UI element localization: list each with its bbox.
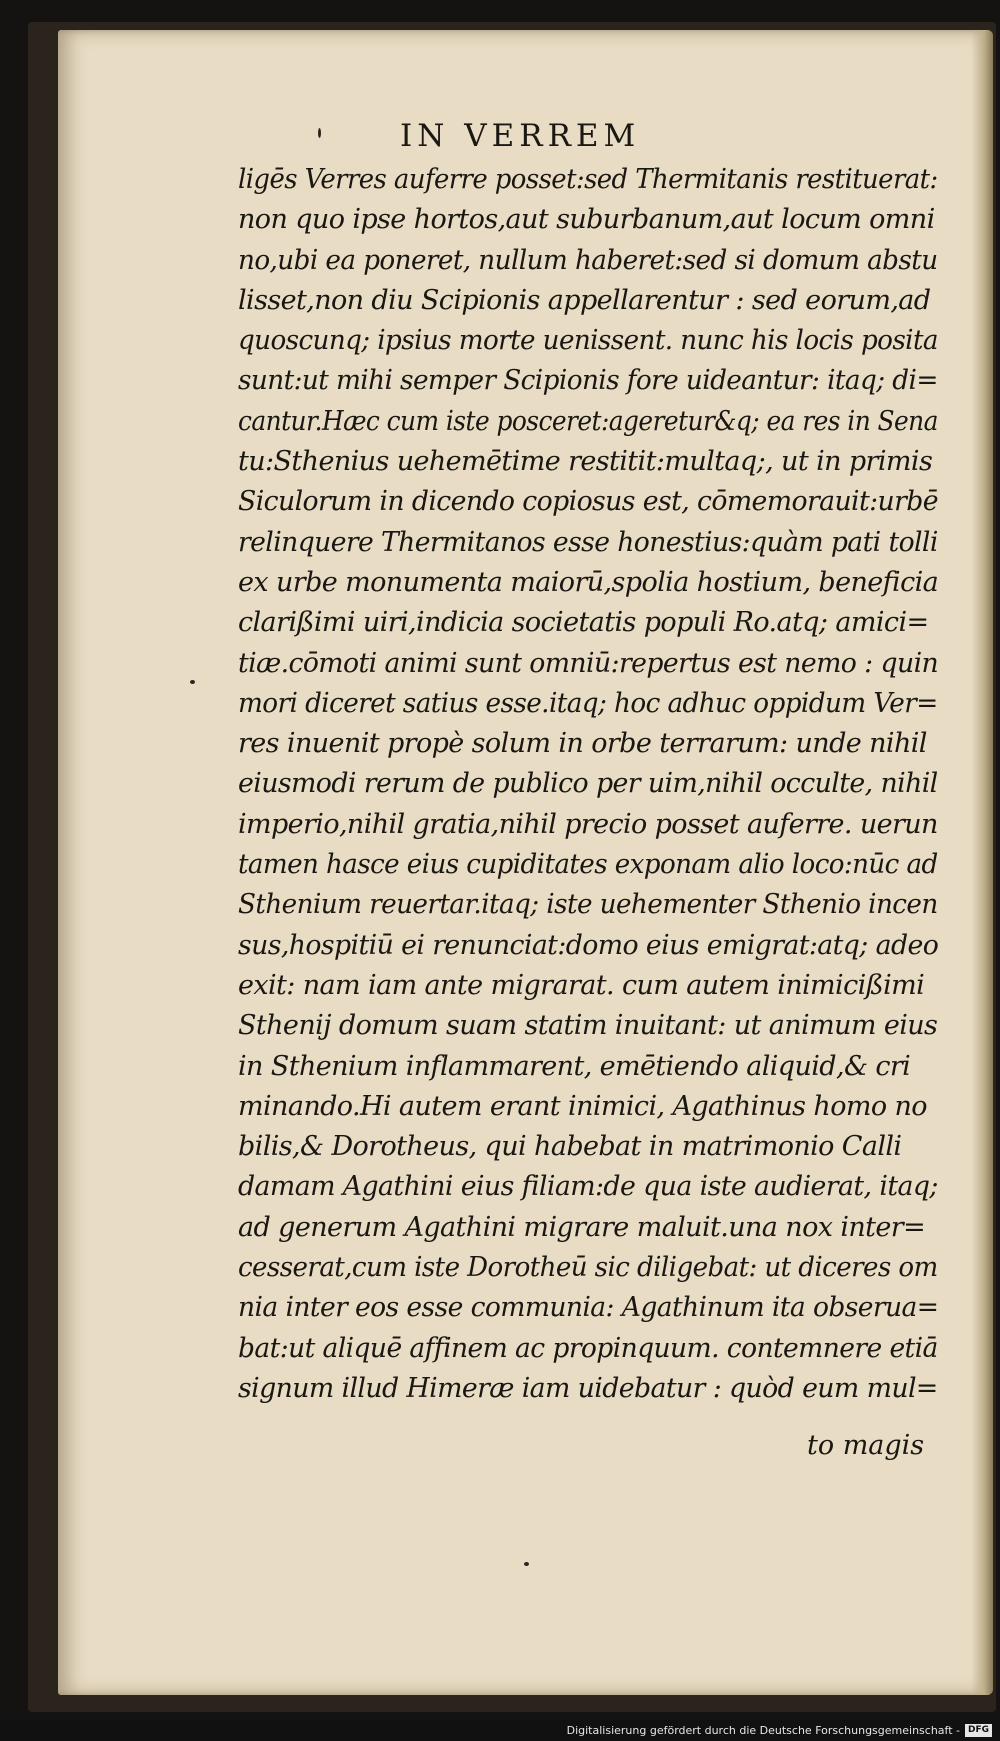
text-line: tiæ.cōmoti animi sunt omniū:repertus est nemo : quin bbox=[238, 647, 939, 679]
text-line: sus,hospitiū ei renunciat:domo eius emigrat:atq; adeo bbox=[238, 929, 939, 961]
text-line: exit: nam iam ante migrarat. cum autem inimicißimi bbox=[238, 969, 925, 1001]
dfg-logo: DFG bbox=[965, 1724, 992, 1737]
text-line: res inuenit propè solum in orbe terrarum: unde nihil bbox=[238, 728, 927, 760]
text-line: ligēs Verres auferre posset:sed Thermitanis restituerat: bbox=[238, 164, 938, 195]
ink-speck bbox=[524, 1562, 529, 1566]
ink-speck bbox=[190, 680, 195, 684]
text-line: lisset,non diu Scipionis appellarentur : sed eorum,ad bbox=[238, 284, 931, 316]
text-line: Siculorum in dicendo copiosus est, cōmemorauit:urbē bbox=[238, 486, 938, 518]
footer-bar bbox=[0, 1719, 1000, 1741]
text-line: non quo ipse hortos,aut suburbanum,aut locum omni bbox=[238, 204, 935, 236]
text-line: damam Agathini eius filiam:de qua iste audierat, itaq; bbox=[238, 1171, 938, 1203]
text-line: ex urbe monumenta maiorū,spolia hostium, beneficia bbox=[238, 566, 939, 598]
text-line: cantur.Hæc cum iste posceret:ageretur&q; ea res in Sena bbox=[238, 405, 938, 437]
text-line: in Sthenium inflammarent, emētiendo aliquid,& cri bbox=[238, 1050, 911, 1082]
text-line: relinquere Thermitanos esse honestius:quàm pati tolli bbox=[238, 526, 938, 558]
page-edge bbox=[971, 30, 993, 1695]
text-line: sunt:ut mihi semper Scipionis fore uideantur: itaq; di= bbox=[238, 365, 938, 397]
catchword: to magis bbox=[807, 1430, 925, 1461]
text-block bbox=[238, 160, 938, 1409]
text-line: no,ubi ea poneret, nullum haberet:sed si domum abstu bbox=[238, 244, 938, 276]
text-line: tu:Sthenius uehemētime restitit:multaq;, ut in primis bbox=[238, 446, 933, 478]
text-line: ad generum Agathini migrare maluit.una nox inter= bbox=[238, 1211, 926, 1243]
text-line: tamen hasce eius cupiditates exponam alio loco:nūc ad bbox=[238, 849, 938, 881]
text-line: signum illud Himeræ iam uidebatur : quòd eum mul= bbox=[238, 1372, 938, 1404]
text-line: minando.Hi autem erant inimici, Agathinus homo no bbox=[238, 1090, 927, 1122]
text-line: bilis,& Dorotheus, qui habebat in matrimonio Calli bbox=[238, 1131, 902, 1163]
text-line: cesserat,cum iste Dorotheū sic diligebat: ut diceres om bbox=[238, 1252, 938, 1284]
text-line: clarißimi uiri,indicia societatis populi Ro.atq; amici= bbox=[238, 607, 929, 639]
footer-credit: Digitalisierung gefördert durch die Deutsche Forschungsgemeinschaft - bbox=[566, 1724, 960, 1737]
text-line: imperio,nihil gratia,nihil precio posset auferre. uerun bbox=[238, 808, 938, 840]
text-line: Sthenium reuertar.itaq; iste uehementer Sthenio incen bbox=[238, 889, 938, 921]
text-line: nia inter eos esse communia: Agathinum ita obserua= bbox=[238, 1292, 939, 1324]
ink-speck bbox=[318, 128, 321, 138]
text-line: bat:ut aliquē affinem ac propinquum. contemnere etiā bbox=[238, 1332, 938, 1364]
text-line: Sthenij domum suam statim inuitant: ut animum eius bbox=[238, 1010, 938, 1042]
text-line: mori diceret satius esse.itaq; hoc adhuc oppidum Ver= bbox=[238, 687, 938, 719]
text-line: quoscunq; ipsius morte uenissent. nunc his locis posita bbox=[238, 325, 938, 357]
text-line: eiusmodi rerum de publico per uim,nihil occulte, nihil bbox=[238, 768, 938, 800]
running-head: IN VERREM bbox=[400, 118, 641, 154]
